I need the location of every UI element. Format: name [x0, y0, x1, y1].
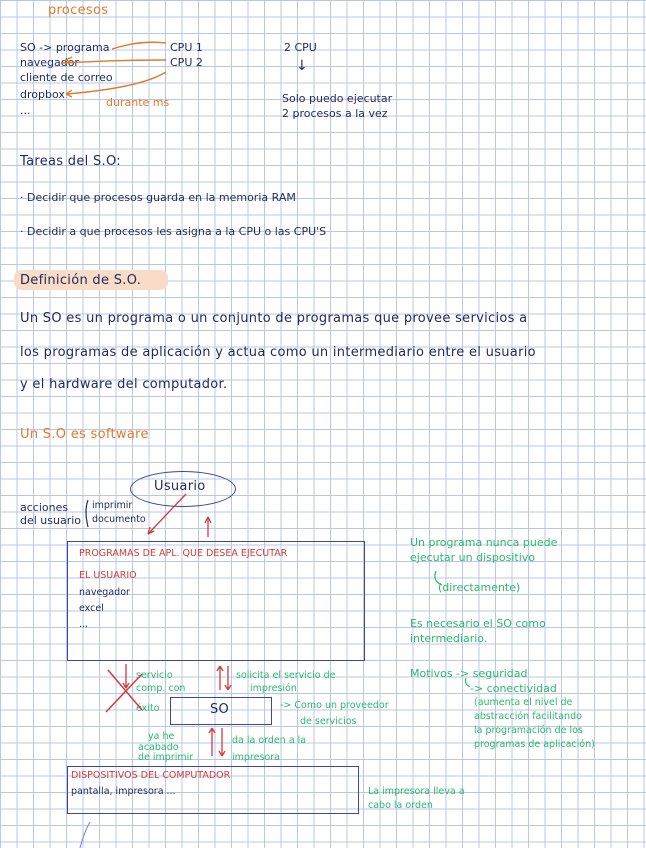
nunca-line-1: Un programa nunca puede	[410, 536, 558, 549]
cpu1-label: CPU 1	[170, 41, 203, 54]
programas-item-ellipsis: ...	[79, 619, 89, 630]
solo-line-1: Solo puedo ejecutar	[282, 92, 393, 105]
note-cliente-correo: cliente de correo	[20, 71, 113, 84]
necesario-line-2: intermediario.	[410, 632, 488, 645]
durante-label: durante ms	[106, 96, 170, 109]
ya-he-line-2: acabado	[138, 742, 179, 753]
acciones-line-2: del usuario	[20, 514, 82, 527]
usuario-label: Usuario	[154, 479, 206, 494]
proveedor-line-1: -> Como un proveedor	[280, 700, 389, 711]
impresora-note-2: cabo la orden	[368, 800, 433, 811]
programas-item-navegador: navegador	[79, 587, 130, 598]
note-navegador: navegador	[20, 56, 79, 69]
solicita-line-1: solicita el servicio de	[236, 670, 336, 681]
necesario-line-1: Es necesario el SO como	[410, 617, 546, 630]
page-title: procesos	[48, 3, 109, 18]
note-so-programa: SO -> programa	[20, 41, 110, 54]
aumenta-line-1: (aumenta el nivel de	[474, 697, 573, 708]
cpu2-label: CPU 2	[170, 56, 203, 69]
software-label: Un S.O es software	[20, 427, 149, 442]
servicio-line-3: éxito	[136, 703, 160, 714]
acciones-line-1: acciones	[20, 501, 69, 514]
definicion-line-1: Un SO es un programa o un conjunto de programas que provee servicios a	[20, 311, 528, 326]
dispositivos-title: DISPOSITIVOS DEL COMPUTADOR	[71, 770, 231, 781]
servicio-line-2: comp. con	[136, 683, 186, 694]
tarea-item-2: · Decidir a que procesos les asigna a la CPU o las CPU'S	[20, 225, 327, 238]
note-dropbox: dropbox	[20, 88, 65, 101]
imprimir-line-1: imprimir	[92, 500, 133, 511]
motivos-label: Motivos -> seguridad	[410, 667, 528, 680]
directamente-label: (directamente)	[438, 581, 521, 594]
aumenta-line-2: abstracción facilitando	[474, 711, 582, 722]
down-arrow-icon: ↓	[296, 58, 308, 74]
solo-line-2: 2 procesos a la vez	[282, 107, 388, 120]
tarea-item-1: · Decidir que procesos guarda en la memoria RAM	[20, 191, 296, 204]
impresora-note-1: La impresora lleva a	[368, 786, 465, 797]
aumenta-line-3: la programación de los	[474, 725, 583, 736]
proveedor-line-2: de servicios	[300, 716, 357, 727]
so-label: SO	[210, 702, 230, 717]
nunca-line-2: ejecutar un dispositivo	[410, 551, 536, 564]
two-cpu-label: 2 CPU	[284, 41, 317, 54]
definicion-title: Definición de S.O.	[20, 273, 142, 288]
ya-he-line-3: de imprimir	[138, 752, 194, 763]
imprimir-line-2: documento	[92, 514, 146, 525]
da-orden-line-2: impresora	[232, 752, 280, 763]
tareas-title: Tareas del S.O:	[20, 154, 121, 169]
servicio-line-1: servicio	[136, 670, 173, 681]
conectividad-label: -> conectividad	[470, 682, 557, 695]
note-ellipsis: ...	[20, 104, 31, 117]
dispositivos-items: pantalla, impresora ...	[71, 786, 176, 797]
programas-title: PROGRAMAS DE APL. QUE DESEA EJECUTAR	[79, 548, 288, 559]
programas-item-excel: excel	[79, 603, 104, 614]
da-orden-line-1: da la orden a la	[232, 735, 307, 746]
ya-he-line-1: ya he	[148, 731, 175, 742]
aumenta-line-4: programas de aplicación)	[474, 739, 595, 750]
definicion-line-2: los programas de aplicación y actua como un intermediario entre el usuario	[20, 345, 536, 360]
definicion-line-3: y el hardware del computador.	[20, 377, 228, 392]
solicita-line-2: impresión	[250, 683, 297, 694]
programas-subtitle: EL USUARIO	[79, 570, 137, 581]
